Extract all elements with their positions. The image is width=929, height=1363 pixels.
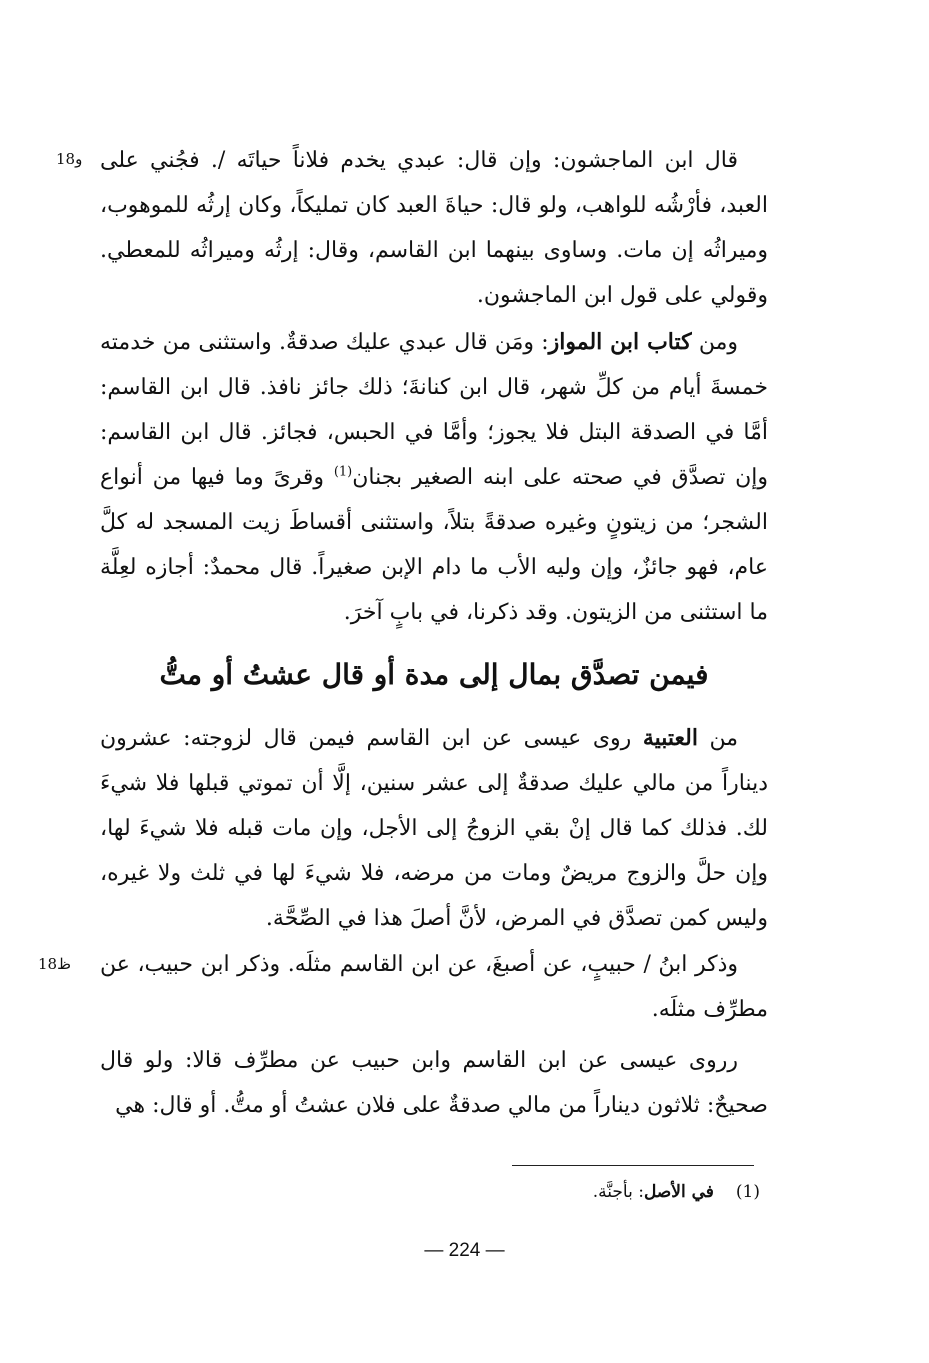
paragraph-text: قال ابن الماجشون: وإن قال: عبدي يخدم فلاناً حياتَه /. فجُني على العبد، فأرْشُه للواهب، ولو قال: حياةَ العبد كان تمليكاً، وكان إرثُه للموهوب، وميراثُه إن مات. وساوى بينهما ابن القاسم، وقال: إرثُه وميراثُه للمعطي. وقولي على قول ابن الماجشون.	[100, 148, 768, 308]
section-heading: فيمن تصدَّق بمال إلى مدة أو قال عشتُ أو متُّ	[159, 658, 709, 691]
paragraph-text	[100, 320, 768, 635]
paragraph-text	[100, 716, 768, 941]
folio-marker: و18	[56, 150, 83, 168]
paragraph-text-middle: : ومَن قال عبدي عليك صدقةٌ. واستثنى من خدمته خمسةَ أيام من كلِّ شهر، قال ابن كنانةَ؛ ذلك جائز نافذ. قال ابن القاسم: أمَّا في الصدقة البتل فلا يجوز؛ وأمَّا في الحبس، فجائز. قال ابن القاسم: وإن تصدَّق في صحته على ابنه الصغير بجنان	[100, 330, 769, 490]
paragraph-text-start: من	[697, 726, 738, 751]
source-title: العتبية	[642, 725, 698, 751]
folio-marker: ظ18	[38, 955, 71, 973]
footnote-number: (1)	[735, 1182, 760, 1202]
page-number: — 224 —	[424, 1240, 505, 1261]
paragraph-ibn-habib	[100, 942, 768, 1032]
paragraph-text-end: روى عيسى عن ابن القاسم فيمن قال لزوجته: عشرون ديناراً من مالي عليك صدقةٌ إلى عشر سنين، إلَّا أن تموتي قبلها فلا شيءَ لك. فذلك كما قال إنْ بقي الزوجُ إلى الأجل، وإن مات قبله فلا شيءَ لها، وإن حلَّ والزوج مريضٌ ومات من مرضه، فلا شيءَ لها في ثلث ولا غيره، وليس كمن تصدَّق في المرض، لأنَّ أصلَ هذا في الصِّحَّة.	[100, 726, 768, 931]
footnote-label: في الأصل	[643, 1182, 714, 1202]
footnote-reference: (1)	[333, 464, 353, 480]
paragraph-text: رروى عيسى عن ابن القاسم وابن حبيب عن مطرِّف قالا: ولو قال صحيحٌ: ثلاثون ديناراً من مالي صدقةٌ على فلان عشتُ أو متُّ. أو قال: هي	[100, 1048, 768, 1118]
footnote-text: : بأجنَّة.	[592, 1182, 644, 1202]
paragraph-ibn-majishun	[100, 138, 768, 318]
source-title: كتاب ابن المواز	[548, 329, 692, 355]
paragraph-text: وذكر ابنُ / حبيبٍ، عن أصبغَ، عن ابن القاسم مثلَه. وذكر ابن حبيب، عن مطرِّف مثلَه.	[100, 952, 768, 1022]
paragraph-ibn-mawwaz	[100, 320, 768, 635]
footnote	[400, 1178, 760, 1206]
paragraph-text-end: وقرىً وما فيها من أنواع الشجر؛ من زيتونٍ وغيره صدقةً بتلاً، واستثنى أقساطَ زيت المسجد له كلَّ عام، فهو جائزٌ، وإن وليه الأب ما دام الإبن صغيراً. قال محمدٌ: أجازه لعِلَّة ما استثنى من الزيتون. وقد ذكرنا، في بابٍ آخرَ.	[100, 465, 768, 625]
paragraph-text-start: ومن	[691, 330, 738, 355]
paragraph-isa-report	[100, 1038, 768, 1128]
footnote-divider	[512, 1165, 754, 1166]
paragraph-utbiyya	[100, 716, 768, 941]
